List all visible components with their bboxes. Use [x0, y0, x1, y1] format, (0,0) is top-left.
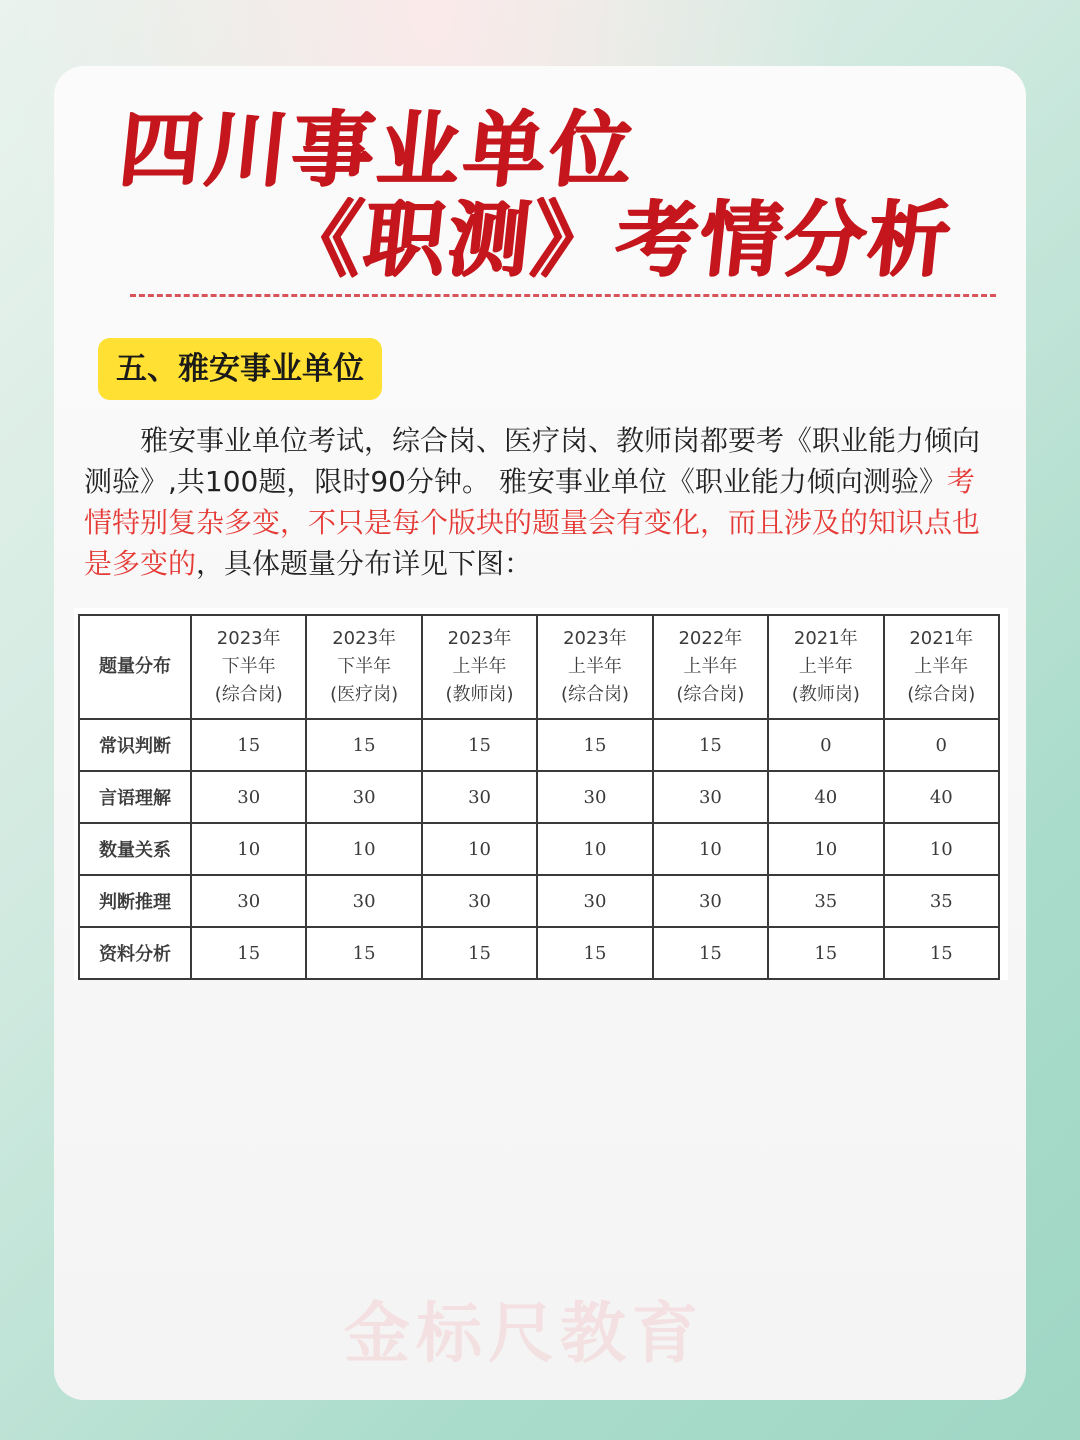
row-label: 言语理解 [79, 771, 191, 823]
table-row [79, 771, 999, 823]
table-cell: 40 [884, 771, 999, 823]
table-cell: 10 [768, 823, 883, 875]
table-cell: 0 [768, 719, 883, 771]
table-cell: 30 [422, 771, 537, 823]
table-cell: 0 [884, 719, 999, 771]
table-cell: 15 [306, 719, 421, 771]
table-row [79, 875, 999, 927]
row-label: 资料分析 [79, 927, 191, 979]
table-cell: 15 [191, 719, 306, 771]
intro-paragraph [84, 420, 1000, 584]
table-cell: 10 [422, 823, 537, 875]
table-cell: 15 [422, 719, 537, 771]
distribution-table-image [74, 608, 1008, 980]
paragraph-text-2: ，具体题量分布详见下图： [196, 547, 533, 580]
page-title-line1: 四川事业单位 [115, 103, 642, 198]
table-cell: 30 [653, 875, 768, 927]
paragraph-highlight: 考情特别复杂多变，不只是每个版块的题量会有变化，而且涉及的知识点也是多变的 [84, 465, 981, 580]
row-label: 判断推理 [79, 875, 191, 927]
table-cell: 10 [306, 823, 421, 875]
row-label: 常识判断 [79, 719, 191, 771]
table-cell: 30 [306, 771, 421, 823]
column-header: 2023年 上半年 (综合岗) [537, 615, 652, 719]
corner-header: 题量分布 [79, 615, 191, 719]
table-cell: 35 [884, 875, 999, 927]
column-header: 2023年 下半年 (医疗岗) [306, 615, 421, 719]
column-header: 2023年 下半年 (综合岗) [191, 615, 306, 719]
table-cell: 15 [653, 927, 768, 979]
table-row [79, 719, 999, 771]
table-cell: 30 [537, 771, 652, 823]
table-cell: 15 [768, 927, 883, 979]
table-cell: 15 [537, 719, 652, 771]
column-header: 2022年 上半年 (综合岗) [653, 615, 768, 719]
table-cell: 15 [653, 719, 768, 771]
title-divider [130, 294, 996, 297]
table-cell: 30 [537, 875, 652, 927]
table-cell: 15 [884, 927, 999, 979]
paragraph-text-1: 雅安事业单位考试，综合岗、医疗岗、教师岗都要考《职业能力倾向测验》,共100题，限时90分钟。 雅安事业单位《职业能力倾向测验》 [84, 424, 981, 498]
table-cell: 30 [191, 875, 306, 927]
table-cell: 30 [422, 875, 537, 927]
table-cell: 30 [306, 875, 421, 927]
table-cell: 10 [191, 823, 306, 875]
table-cell: 10 [884, 823, 999, 875]
row-label: 数量关系 [79, 823, 191, 875]
column-header: 2021年 上半年 (综合岗) [884, 615, 999, 719]
table-cell: 15 [306, 927, 421, 979]
table-cell: 35 [768, 875, 883, 927]
table-row [79, 927, 999, 979]
table-cell: 15 [191, 927, 306, 979]
column-header: 2021年 上半年 (教师岗) [768, 615, 883, 719]
table-cell: 10 [537, 823, 652, 875]
table-cell: 40 [768, 771, 883, 823]
table-cell: 30 [653, 771, 768, 823]
table-cell: 15 [422, 927, 537, 979]
table-row [79, 823, 999, 875]
question-distribution-table [78, 614, 1000, 980]
table-cell: 10 [653, 823, 768, 875]
table-cell: 30 [191, 771, 306, 823]
table-header-row [79, 615, 999, 719]
page-title-line2: 《职测》考情分析 [275, 193, 958, 288]
column-header: 2023年 上半年 (教师岗) [422, 615, 537, 719]
table-cell: 15 [537, 927, 652, 979]
section-heading: 五、雅安事业单位 [98, 338, 382, 400]
